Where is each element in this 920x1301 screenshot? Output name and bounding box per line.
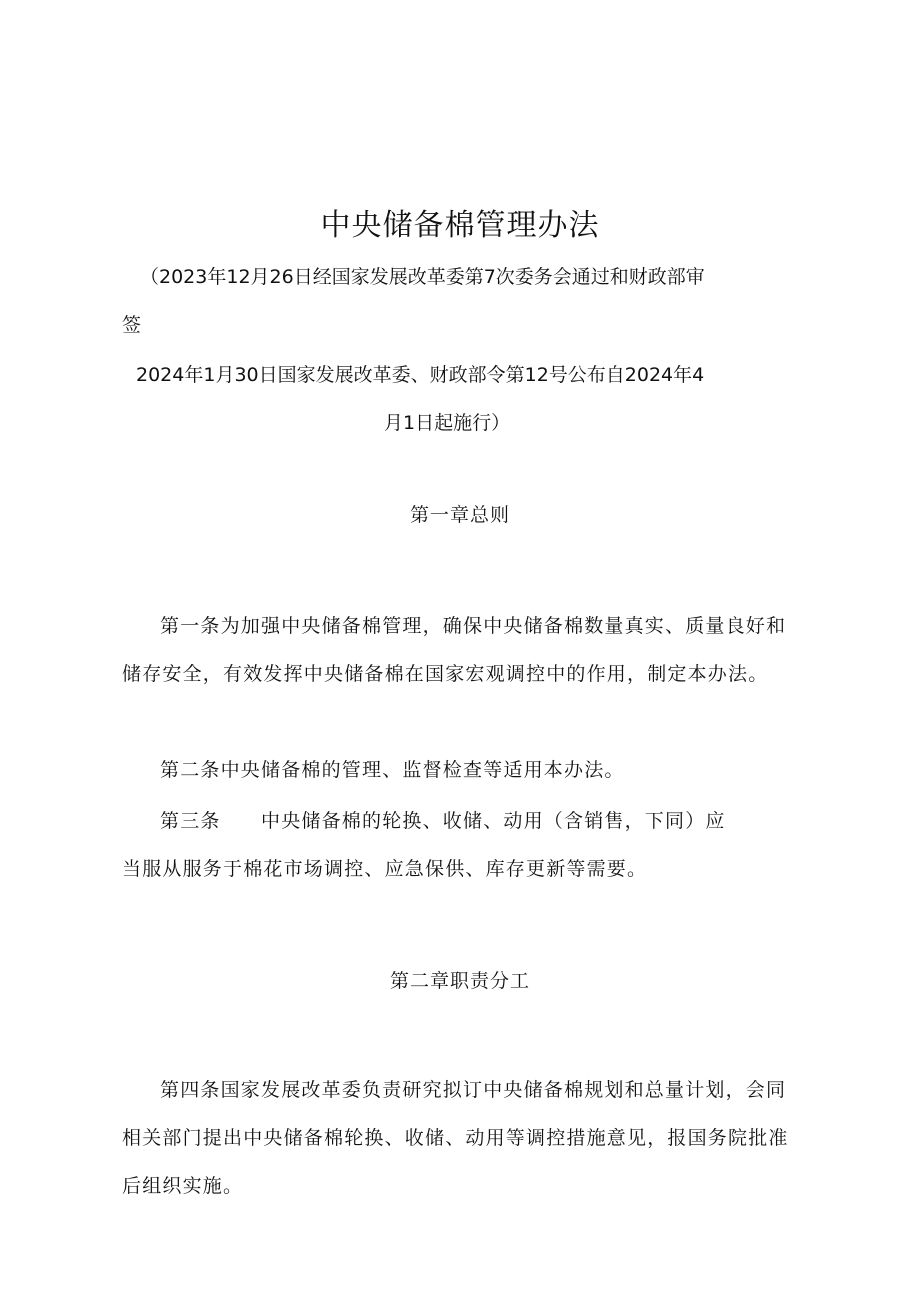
chapter-heading-2: 第二章职责分工 [389, 970, 530, 992]
article-3-line-2: 当服从服务于棉花市场调控、应急保供、库存更新等需要。 [122, 858, 648, 880]
article-3-line-1: 第三条 中央储备棉的轮换、收储、动用（含销售，下同）应 [160, 810, 726, 832]
article-1: 第一条为加强中央储备棉管理，确保中央储备棉数量真实、质量良好和储存安全，有效发挥中央储备棉在国家宏观调控中的作用，制定本办法。 [122, 615, 787, 685]
meta-line-1: （2023年12月26日经国家发展改革委第7次委务会通过和财政部审 [140, 266, 705, 288]
document-title: 中央储备棉管理办法 [320, 208, 600, 243]
chapter-heading-1: 第一章总则 [409, 504, 510, 526]
article-2: 第二条中央储备棉的管理、监督检查等适用本办法。 [160, 759, 625, 781]
meta-line-3: 2024年1月30日国家发展改革委、财政部令第12号公布自2024年4 [136, 364, 705, 386]
article-4: 第四条国家发展改革委负责研究拟订中央储备棉规划和总量计划，会同相关部门提出中央储备棉轮换、收储、动用等调控措施意见，报国务院批准后组织实施。 [122, 1079, 789, 1197]
meta-line-2: 签 [122, 314, 142, 336]
meta-line-4: 月1日起施行） [384, 412, 511, 434]
